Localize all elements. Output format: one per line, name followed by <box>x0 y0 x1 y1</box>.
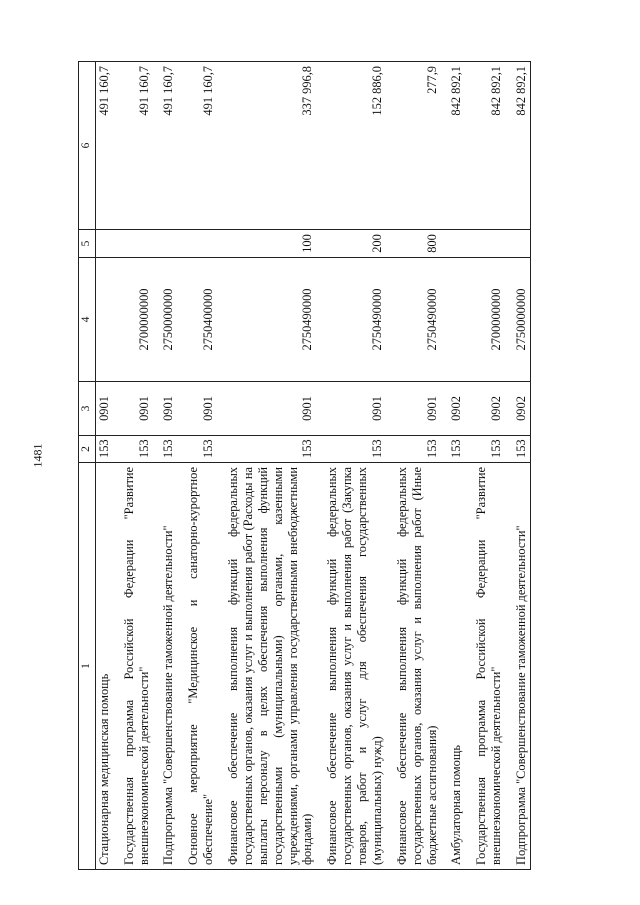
row-admin-code: 153 <box>505 436 530 463</box>
row-section-code: 0901 <box>386 382 441 436</box>
row-admin-code: 153 <box>465 436 505 463</box>
table-row <box>217 62 316 870</box>
row-amount: 842 892,1 <box>465 62 505 230</box>
row-section-code: 0902 <box>440 382 465 436</box>
row-amount: 842 892,1 <box>440 62 465 230</box>
row-expense-type: 800 <box>386 230 441 258</box>
budget-table <box>78 61 531 870</box>
row-amount: 152 886,0 <box>316 62 386 230</box>
col-header-6: 6 <box>79 62 96 230</box>
row-expense-type <box>465 230 505 258</box>
row-target-code: 2750000000 <box>505 258 530 382</box>
row-name: Государственная программа Российской Федерации "Развитие внешнеэкономической деятельности" <box>465 463 505 870</box>
row-amount: 491 160,7 <box>177 62 217 230</box>
row-section-code: 0901 <box>217 382 316 436</box>
row-target-code: 2750400000 <box>177 258 217 382</box>
row-admin-code: 153 <box>152 436 177 463</box>
row-target-code: 2750000000 <box>152 258 177 382</box>
table-row <box>95 62 112 870</box>
row-target-code: 2750490000 <box>386 258 441 382</box>
row-name: Финансовое обеспечение выполнения функций федеральных государственных органов, оказания услуг и выполнения работ (Расходы на выплаты персоналу в целях обеспечения выполнения функций государственными (муниципальными) органами, казенными учреждениями, органами управления государственными внебюджетными фондами) <box>217 463 316 870</box>
row-name: Подпрограмма "Совершенствование таможенной деятельности" <box>152 463 177 870</box>
table-row <box>465 62 505 870</box>
col-header-5: 5 <box>79 230 96 258</box>
table-header-row <box>79 62 96 870</box>
row-target-code <box>95 258 112 382</box>
row-section-code: 0901 <box>113 382 153 436</box>
row-amount: 842 892,1 <box>505 62 530 230</box>
row-amount: 337 996,8 <box>217 62 316 230</box>
row-admin-code: 153 <box>177 436 217 463</box>
row-admin-code: 153 <box>95 436 112 463</box>
row-expense-type <box>440 230 465 258</box>
row-section-code: 0902 <box>505 382 530 436</box>
row-amount: 277,9 <box>386 62 441 230</box>
row-name: Финансовое обеспечение выполнения функций федеральных государственных органов, оказания услуг и выполнения работ (Закупка товаров, работ и услуг для обеспечения государственных (муниципальных) нужд) <box>316 463 386 870</box>
row-section-code: 0901 <box>95 382 112 436</box>
table-row <box>505 62 530 870</box>
col-header-4: 4 <box>79 258 96 382</box>
row-expense-type <box>177 230 217 258</box>
page-number-text: 1481 <box>30 443 45 467</box>
row-name: Амбулаторная помощь <box>440 463 465 870</box>
row-amount: 491 160,7 <box>95 62 112 230</box>
row-admin-code: 153 <box>113 436 153 463</box>
table-container <box>78 62 583 870</box>
row-section-code: 0901 <box>152 382 177 436</box>
rotated-table-frame <box>78 62 583 870</box>
row-section-code: 0902 <box>465 382 505 436</box>
col-header-3: 3 <box>79 382 96 436</box>
row-name: Финансовое обеспечение выполнения функций федеральных государственных органов, оказания услуг и выполнения работ (Иные бюджетные ассигнования) <box>386 463 441 870</box>
row-expense-type <box>95 230 112 258</box>
row-expense-type <box>113 230 153 258</box>
table-row <box>316 62 386 870</box>
row-target-code: 2750490000 <box>217 258 316 382</box>
row-admin-code: 153 <box>386 436 441 463</box>
row-target-code: 2700000000 <box>465 258 505 382</box>
row-admin-code: 153 <box>217 436 316 463</box>
table-row <box>177 62 217 870</box>
row-name: Государственная программа Российской Федерации "Развитие внешнеэкономической деятельности" <box>113 463 153 870</box>
row-name: Основное мероприятие "Медицинское и санаторно-курортное обеспечение" <box>177 463 217 870</box>
row-name: Стационарная медицинская помощь <box>95 463 112 870</box>
row-target-code: 2700000000 <box>113 258 153 382</box>
page-number <box>28 440 48 470</box>
table-row <box>386 62 441 870</box>
row-target-code <box>440 258 465 382</box>
col-header-1: 1 <box>79 463 96 870</box>
row-expense-type: 100 <box>217 230 316 258</box>
row-target-code: 2750490000 <box>316 258 386 382</box>
table-row <box>113 62 153 870</box>
row-admin-code: 153 <box>316 436 386 463</box>
row-expense-type <box>505 230 530 258</box>
row-admin-code: 153 <box>440 436 465 463</box>
row-expense-type: 200 <box>316 230 386 258</box>
row-name: Подпрограмма "Совершенствование таможенной деятельности" <box>505 463 530 870</box>
col-header-2: 2 <box>79 436 96 463</box>
row-expense-type <box>152 230 177 258</box>
table-row <box>440 62 465 870</box>
row-section-code: 0901 <box>316 382 386 436</box>
table-row <box>152 62 177 870</box>
row-section-code: 0901 <box>177 382 217 436</box>
row-amount: 491 160,7 <box>152 62 177 230</box>
row-amount: 491 160,7 <box>113 62 153 230</box>
